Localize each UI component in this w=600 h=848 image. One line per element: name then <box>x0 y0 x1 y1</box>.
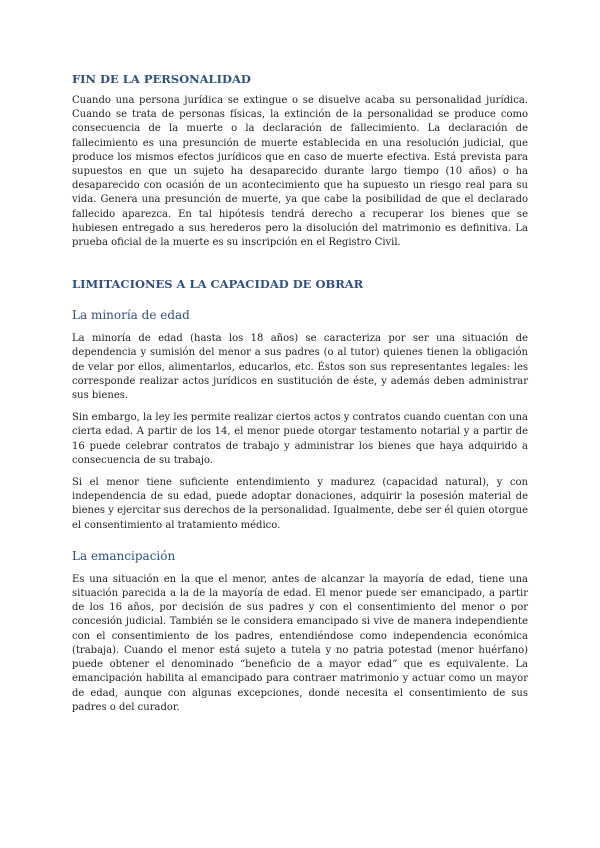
section-heading-fin-personalidad: FIN DE LA PERSONALIDAD <box>72 72 251 86</box>
section-heading-limitaciones: LIMITACIONES A LA CAPACIDAD DE OBRAR <box>72 277 364 292</box>
paragraph-minoria-3: Si el menor tiene suficiente entendimiento y madurez (capacidad natural), y con independencia de su edad, puede adoptar donaciones, adquirir la posesión material de bienes y ejercitar sus derechos de la personalidad. Igualmente, debe ser él quien otorgue el consentimiento al tratamiento médico. <box>72 477 528 531</box>
document-page <box>72 72 528 715</box>
paragraph-fin-personalidad: Cuando una persona jurídica se extingue o se disuelve acaba su personalidad jurídica. Cuando se trata de personas físicas, la extinción de la personalidad se produce como consecuencia de la muerte o la declaración de fallecimiento. La declaración de fallecimiento es una presunción de muerte establecida en una resolución judicial, que produce los mismos efectos jurídicos que en caso de muerte efectiva. Está prevista para supuestos en que un sujeto ha desaparecido durante largo tiempo (10 años) o ha desaparecido con ocasión de un acontecimiento que ha supuesto un riesgo real para su vida. Genera una presunción de muerte, ya que cabe la posibilidad de que el declarado fallecido aparezca. En tal hipótesis tendrá derecho a recuperar los bienes que se hubiesen entregado a sus herederos pero la disolución del matrimonio es definitiva. La prueba oficial de la muerte es su inscripción en el Registro Civil. <box>72 95 528 249</box>
paragraph-minoria-1: La minoría de edad (hasta los 18 años) se caracteriza por ser una situación de dependencia y sumisión del menor a sus padres (o al tutor) quienes tienen la obligación de velar por ellos, alimentarlos, educarlos, etc. Éstos son sus representantes legales: les corresponde realizar actos jurídicos en sustitución de éste, y además deben administrar sus bienes. <box>72 333 528 402</box>
subheading-minoria-edad: La minoría de edad <box>72 308 190 323</box>
paragraph-emancipacion: Es una situación en la que el menor, antes de alcanzar la mayoría de edad, tiene una situación parecida a la de la mayoría de edad. El menor puede ser emancipado, a partir de los 16 años, por decisión de sus padres y con el consentimiento del menor o por concesión judicial. También se le considera emancipado si vive de manera independiente con el consentimiento de los padres, entendiéndose como independencia económica (trabaja). Cuando el menor está sujeto a tutela y no patria potestad (menor huérfano) puede obtener el denominado “beneficio de a mayor edad” que es equivalente. La emancipación habilita al emancipado para contraer matrimonio y actuar como un mayor de edad, aunque con algunas excepciones, donde necesita el consentimiento de sus padres o del curador. <box>72 573 528 713</box>
subheading-emancipacion: La emancipación <box>72 548 176 563</box>
paragraph-minoria-2: Sin embargo, la ley les permite realizar ciertos actos y contratos cuando cuentan con una cierta edad. A partir de los 14, el menor puede otorgar testamento notarial y a partir de 16 puede celebrar contratos de trabajo y administrar los bienes que haya adquirido a consecuencia de su trabajo. <box>72 412 528 466</box>
